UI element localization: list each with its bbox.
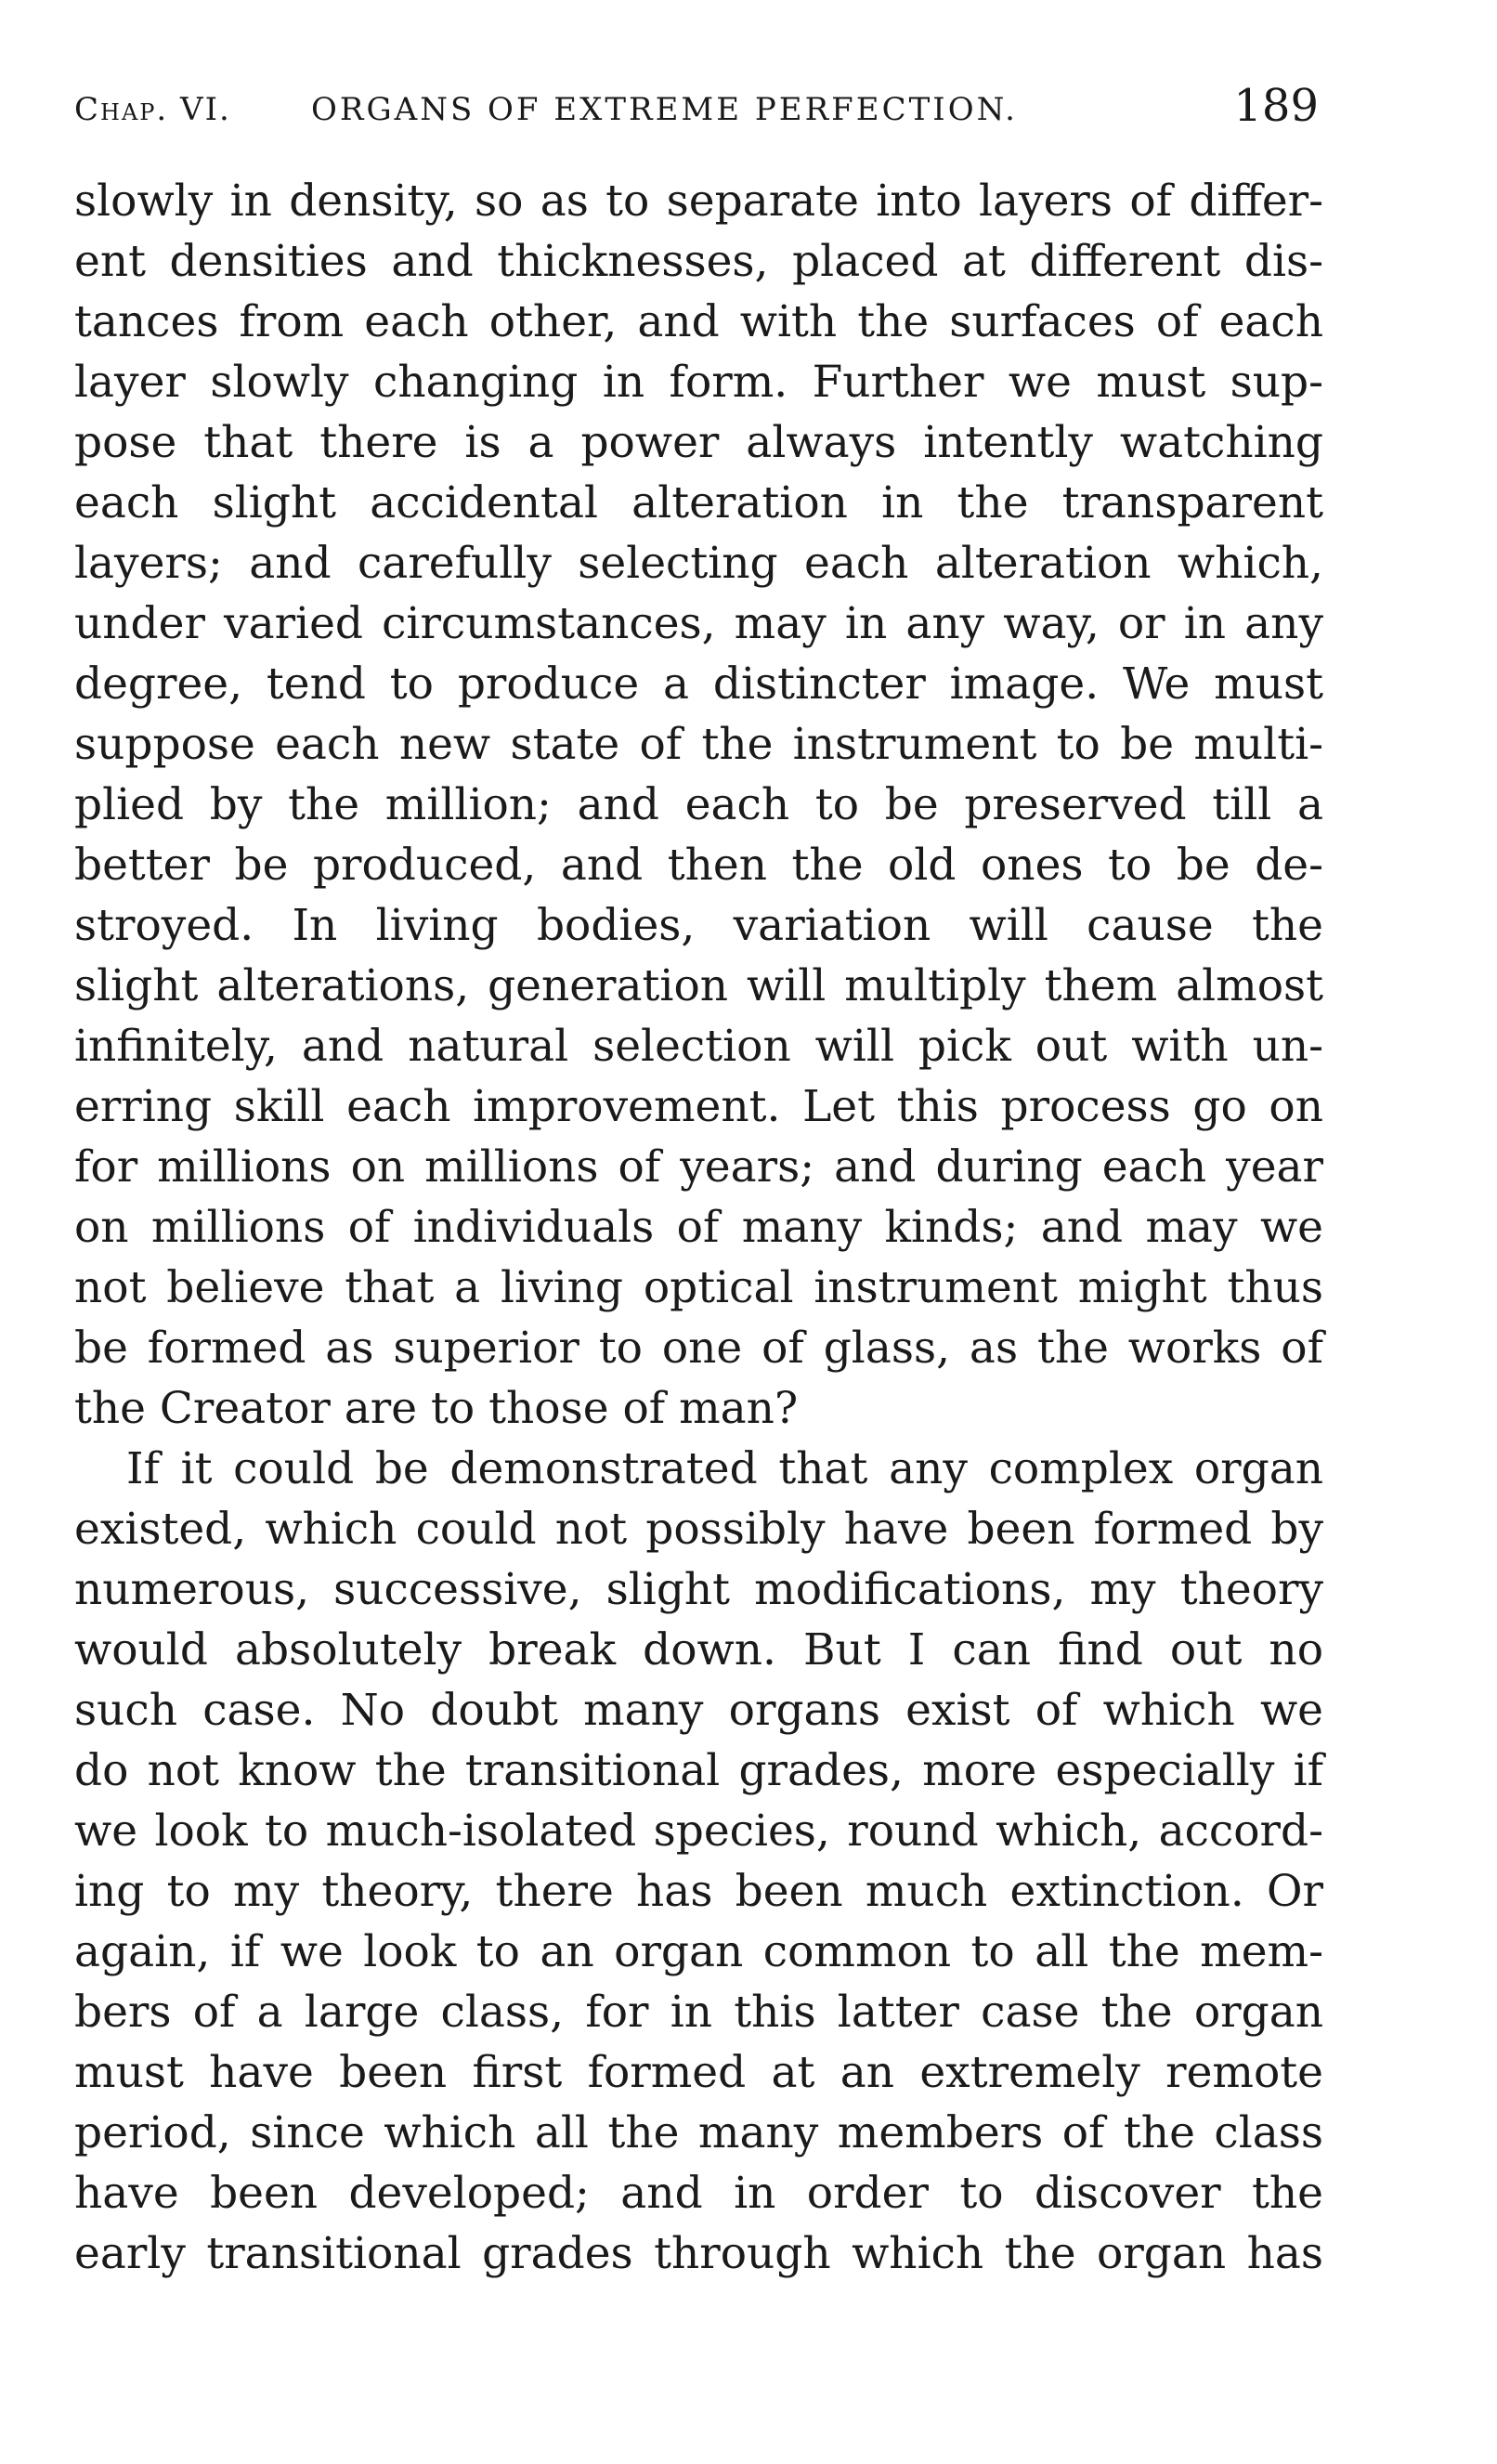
text-line: layers; and carefully selecting each alteration which, xyxy=(74,538,1323,589)
text-line: early transitional grades through which the organ has xyxy=(74,2228,1323,2279)
text-line: period, since which all the many members of the class xyxy=(74,2107,1323,2158)
text-line: pose that there is a power always intently watching xyxy=(74,417,1323,468)
text-line: better be produced, and then the old ones to be de- xyxy=(74,840,1323,891)
text-line: under varied circumstances, may in any way, or in any xyxy=(74,598,1323,649)
running-title: ORGANS OF EXTREME PERFECTION. xyxy=(311,91,1018,128)
text-line: ing to my theory, there has been much extinction. Or xyxy=(74,1866,1323,1917)
text-line: layer slowly changing in form. Further we must sup- xyxy=(74,357,1323,408)
text-line: would absolutely break down. But I can find out no xyxy=(74,1624,1323,1675)
page-number: 189 xyxy=(1233,80,1319,132)
text-line: such case. No doubt many organs exist of which we xyxy=(74,1685,1323,1736)
text-line: stroyed. In living bodies, variation will cause the xyxy=(74,900,1323,951)
text-line: be formed as superior to one of glass, as the works of xyxy=(74,1323,1323,1374)
text-line: suppose each new state of the instrument to be multi- xyxy=(74,719,1323,770)
text-line: tances from each other, and with the surfaces of each xyxy=(74,296,1323,347)
text-line: slowly in density, so as to separate into layers of differ- xyxy=(74,176,1323,227)
text-line: erring skill each improvement. Let this process go on xyxy=(74,1081,1323,1132)
text-line: degree, tend to produce a distincter image. We must xyxy=(74,658,1323,710)
text-line: each slight accidental alteration in the transparent xyxy=(74,477,1323,528)
text-line: must have been first formed at an extremely remote xyxy=(74,2047,1323,2098)
text-line: slight alterations, generation will multiply them almost xyxy=(74,960,1323,1011)
text-line: ent densities and thicknesses, placed at different dis- xyxy=(74,236,1323,287)
body-text xyxy=(74,171,1323,2284)
paragraph xyxy=(74,1439,1323,2284)
text-line: do not know the transitional grades, more especially if xyxy=(74,1745,1323,1796)
text-line: not believe that a living optical instrument might thus xyxy=(74,1262,1323,1313)
paragraph xyxy=(74,171,1323,1439)
text-line: again, if we look to an organ common to all the mem- xyxy=(74,1926,1323,1977)
text-line: existed, which could not possibly have been formed by xyxy=(74,1504,1323,1555)
text-line: infinitely, and natural selection will pick out with un- xyxy=(74,1021,1323,1072)
text-line: on millions of individuals of many kinds; and may we xyxy=(74,1202,1323,1253)
text-line: for millions on millions of years; and during each year xyxy=(74,1141,1323,1193)
text-line: the Creator are to those of man? xyxy=(74,1383,799,1434)
text-line: If it could be demonstrated that any complex organ xyxy=(126,1443,1323,1494)
text-line: have been developed; and in order to discover the xyxy=(74,2168,1323,2219)
chapter-label: Chap. VI. xyxy=(74,91,231,128)
text-line: bers of a large class, for in this latter case the organ xyxy=(74,1987,1323,2038)
text-line: numerous, successive, slight modifications, my theory xyxy=(74,1564,1323,1615)
text-line: we look to much-isolated species, round which, accord- xyxy=(74,1806,1323,1857)
running-head xyxy=(74,74,1319,130)
text-line: plied by the million; and each to be preserved till a xyxy=(74,779,1323,830)
